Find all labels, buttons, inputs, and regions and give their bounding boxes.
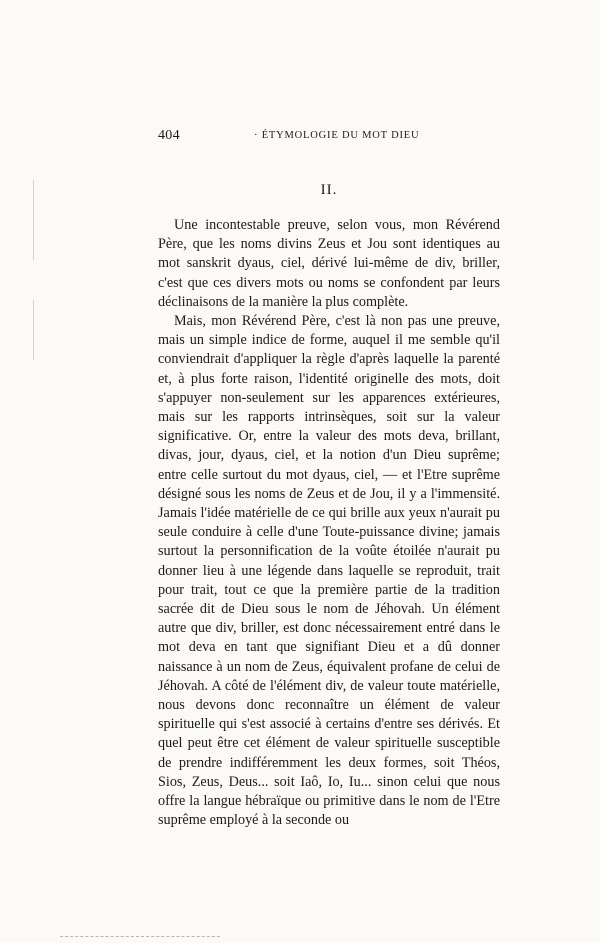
paragraph: Mais, mon Révérend Père, c'est là non pas une preuve, mais un simple indice de forme, auquel il me semble qu'il conviendrait d'appliquer la règle d'après laquelle la parenté et, à plus forte raison, l'identité originelle des mots, doit s'appuyer non-seulement sur les apparences extérieures, mais sur les rapports intrinsèques, soit sur la valeur significative. Or, entre la valeur des mots deva, brillant, divas, jour, dyaus, ciel, et la notion d'un Dieu suprême; entre celle surtout du mot dyaus, ciel, — et l'Etre suprême désigné sous les noms de Zeus et de Jou, il y a l'immensité. Jamais l'idée matérielle de ce qui brille aux yeux n'aurait pu seule conduire à celle d'une Toute-puissance divine; jamais surtout la personnification de la voûte étoilée n'aurait pu donner lieu à une légende dans laquelle se reproduit, trait pour trait, tout ce que la première partie de la tradition sacrée dit de Dieu sous le nom de Jéhovah. Un élément autre que div, briller, est donc nécessairement entré dans le mot deva en tant que signifiant Dieu et a dû donner naissance à un nom de Zeus, équivalent profane de celui de Jéhovah. A côté de l'élément div, de valeur toute matérielle, nous devons donc reconnaître un élément de valeur spirituelle qui s'est associé à certains d'entre ses dérivés. Et quel peut être cet élément de valeur spirituelle susceptible de prendre indifféremment les deux formes, soit Théos, Sios, Zeus, Deus... soit Iaô, Io, Iu... sinon celui que nous offre la langue hébraïque ou primitive dans le nom de l'Etre suprême employé à la seconde ou: [158, 313, 500, 829]
section-heading: II.: [320, 182, 338, 198]
bottom-edge-mark: [60, 936, 220, 938]
body-text: [158, 216, 500, 831]
page-header: [158, 128, 500, 148]
margin-rule: [33, 180, 34, 260]
running-head: · ÉTYMOLOGIE DU MOT DIEU: [254, 130, 420, 141]
page-number: 404: [158, 128, 180, 143]
margin-rule: [33, 300, 34, 360]
paragraph: Une incontestable preuve, selon vous, mon Révérend Père, que les noms divins Zeus et Jou sont identiques au mot sanskrit dyaus, ciel, dérivé lui-même de div, briller, c'est que ces divers mots ou noms se confondent par leurs déclinaisons de la manière la plus complète.: [158, 217, 500, 310]
